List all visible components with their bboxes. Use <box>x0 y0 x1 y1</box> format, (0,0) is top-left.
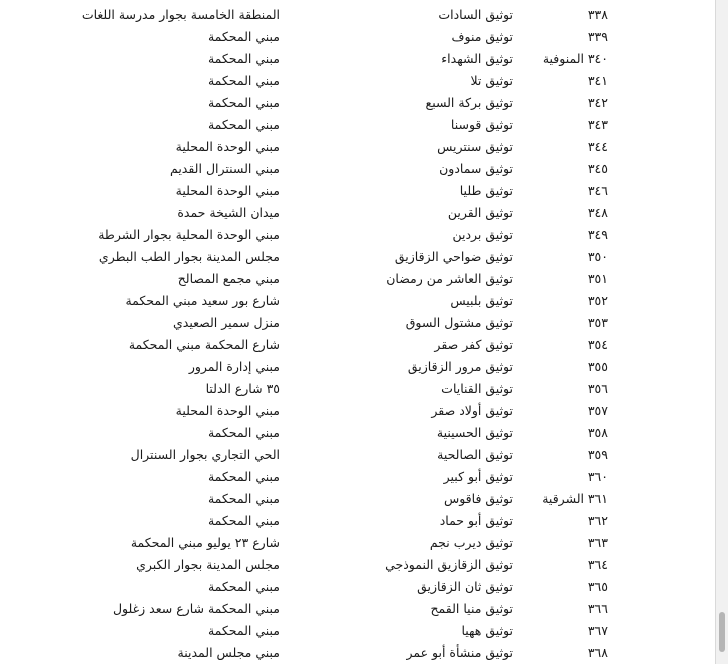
office-name: توثيق القنايات <box>441 381 513 396</box>
row-number: ٣٥٨ <box>587 425 608 440</box>
table-row <box>0 511 716 533</box>
office-name: توثيق العاشر من رمضان <box>386 271 513 286</box>
office-list <box>0 5 716 665</box>
office-name: توثيق ثان الزقازيق <box>417 579 513 594</box>
row-number: ٣٤٦ <box>587 183 608 198</box>
office-address: مبني الوحدة المحلية <box>175 403 280 418</box>
table-row <box>0 467 716 489</box>
row-number: ٣٦٣ <box>587 535 608 550</box>
office-address: مجلس المدينة بجوار الكبري <box>136 557 280 572</box>
office-address: مبني المحكمة <box>207 491 280 506</box>
office-address: مبني إدارة المرور <box>188 359 280 374</box>
office-name: توثيق الزقازيق النموذجي <box>385 557 513 572</box>
row-number: ٣٦٤ <box>587 557 608 572</box>
row-number: ٣٦٢ <box>587 513 608 528</box>
office-name: توثيق منوف <box>451 29 513 44</box>
row-number: ٣٤١ <box>587 73 608 88</box>
office-name: توثيق أولاد صقر <box>431 403 513 418</box>
office-name: توثيق سمادون <box>439 161 513 176</box>
office-address: مبني المحكمة <box>207 95 280 110</box>
office-name: توثيق تلا <box>470 73 513 88</box>
office-address: مبني المحكمة شارع سعد زغلول <box>112 601 280 616</box>
governorate-label: المنوفية <box>542 51 584 66</box>
office-name: توثيق كفر صقر <box>434 337 513 352</box>
office-name: توثيق مشتول السوق <box>405 315 513 330</box>
row-number: ٣٦٥ <box>587 579 608 594</box>
row-number: ٣٤٩ <box>587 227 608 242</box>
table-row <box>0 225 716 247</box>
office-address: مبني المحكمة <box>207 73 280 88</box>
office-name: توثيق ديرب نجم <box>429 535 513 550</box>
office-address: ميدان الشيخة حمدة <box>177 205 280 220</box>
row-number: ٣٥١ <box>587 271 608 286</box>
office-name: توثيق أبو كبير <box>443 469 513 484</box>
office-address: مبني المحكمة <box>207 29 280 44</box>
office-name: توثيق طليا <box>459 183 513 198</box>
table-row <box>0 71 716 93</box>
table-row <box>0 401 716 423</box>
office-name: توثيق منيا القمح <box>430 601 513 616</box>
office-name: توثيق ضواحي الزقازيق <box>394 249 513 264</box>
table-row <box>0 27 716 49</box>
table-row <box>0 357 716 379</box>
office-name: توثيق الصالحية <box>437 447 513 462</box>
row-number: ٣٤٨ <box>587 205 608 220</box>
row-number: ٣٥٢ <box>587 293 608 308</box>
table-row <box>0 643 716 665</box>
office-name: توثيق منشأة أبو عمر <box>406 645 513 660</box>
table-row <box>0 489 716 511</box>
office-address: ٣٥ شارع الدلتا <box>205 381 280 396</box>
office-address: مبني الوحدة المحلية <box>175 139 280 154</box>
table-row <box>0 115 716 137</box>
row-number: ٣٣٩ <box>587 29 608 44</box>
row-number: ٣٦٨ <box>587 645 608 660</box>
office-address: مبني مجلس المدينة <box>177 645 280 660</box>
office-address: مبني المحكمة <box>207 579 280 594</box>
office-name: توثيق أبو حماد <box>439 513 513 528</box>
office-address: مبني المحكمة <box>207 513 280 528</box>
office-address: الحي التجاري بجوار السنترال <box>130 447 280 462</box>
table-row <box>0 555 716 577</box>
row-number: ٣٣٨ <box>587 7 608 22</box>
row-number: ٣٤٥ <box>587 161 608 176</box>
vertical-scrollbar[interactable] <box>715 0 728 664</box>
row-number: ٣٦٠ <box>587 469 608 484</box>
row-number: ٣٦٧ <box>587 623 608 638</box>
office-address: مبني المحكمة <box>207 117 280 132</box>
office-address: مبني الوحدة المحلية <box>175 183 280 198</box>
office-address: منزل سمير الصعيدي <box>172 315 280 330</box>
office-name: توثيق بلبيس <box>450 293 513 308</box>
table-row <box>0 137 716 159</box>
row-number: ٣٤٣ <box>587 117 608 132</box>
row-number: ٣٤٢ <box>587 95 608 110</box>
table-row <box>0 291 716 313</box>
office-name: توثيق ههيا <box>461 623 513 638</box>
row-number: ٣٥٣ <box>587 315 608 330</box>
office-name: توثيق بردين <box>452 227 513 242</box>
table-row <box>0 181 716 203</box>
governorate-label: الشرقية <box>542 491 584 506</box>
table-row <box>0 49 716 71</box>
table-row <box>0 599 716 621</box>
row-number: ٣٤٤ <box>587 139 608 154</box>
office-address: مبني المحكمة <box>207 51 280 66</box>
scroll-thumb[interactable] <box>719 612 725 652</box>
table-row <box>0 577 716 599</box>
office-name: توثيق سنتريس <box>437 139 513 154</box>
office-address: مبني المحكمة <box>207 469 280 484</box>
row-number: ٣٥٩ <box>587 447 608 462</box>
office-address: مبني السنترال القديم <box>170 161 280 176</box>
row-number: ٣٥٥ <box>587 359 608 374</box>
table-row <box>0 5 716 27</box>
row-number: ٣٤٠ <box>587 51 608 66</box>
table-row <box>0 159 716 181</box>
office-name: توثيق الحسينية <box>436 425 513 440</box>
row-number: ٣٥٠ <box>587 249 608 264</box>
office-address: شارع ٢٣ يوليو مبني المحكمة <box>130 535 280 550</box>
office-address: شارع بور سعيد مبني المحكمة <box>125 293 280 308</box>
office-name: توثيق الشهداء <box>441 51 513 66</box>
table-row <box>0 621 716 643</box>
table-row <box>0 379 716 401</box>
office-name: توثيق قوسنا <box>450 117 513 132</box>
office-address: مبني الوحدة المحلية بجوار الشرطة <box>98 227 280 242</box>
row-number: ٣٥٧ <box>587 403 608 418</box>
office-address: مبني مجمع المصالح <box>177 271 280 286</box>
table-row <box>0 93 716 115</box>
row-number: ٣٥٤ <box>587 337 608 352</box>
office-address: مبني المحكمة <box>207 623 280 638</box>
office-name: توثيق فاقوس <box>443 491 513 506</box>
office-name: توثيق القرين <box>447 205 513 220</box>
office-name: توثيق بركة السبع <box>425 95 513 110</box>
row-number: ٣٦١ <box>587 491 608 506</box>
table-row <box>0 445 716 467</box>
office-address: مجلس المدينة بجوار الطب البطري <box>98 249 280 264</box>
table-row <box>0 313 716 335</box>
office-address: شارع المحكمة مبني المحكمة <box>128 337 280 352</box>
table-row <box>0 423 716 445</box>
table-row <box>0 269 716 291</box>
office-name: توثيق مرور الزقازيق <box>407 359 513 374</box>
table-row <box>0 335 716 357</box>
row-number: ٣٦٦ <box>587 601 608 616</box>
office-address: مبني المحكمة <box>207 425 280 440</box>
table-row <box>0 203 716 225</box>
office-address: المنطقة الخامسة بجوار مدرسة اللغات <box>81 7 280 22</box>
table-row <box>0 533 716 555</box>
table-row <box>0 247 716 269</box>
row-number: ٣٥٦ <box>587 381 608 396</box>
office-name: توثيق السادات <box>438 7 513 22</box>
